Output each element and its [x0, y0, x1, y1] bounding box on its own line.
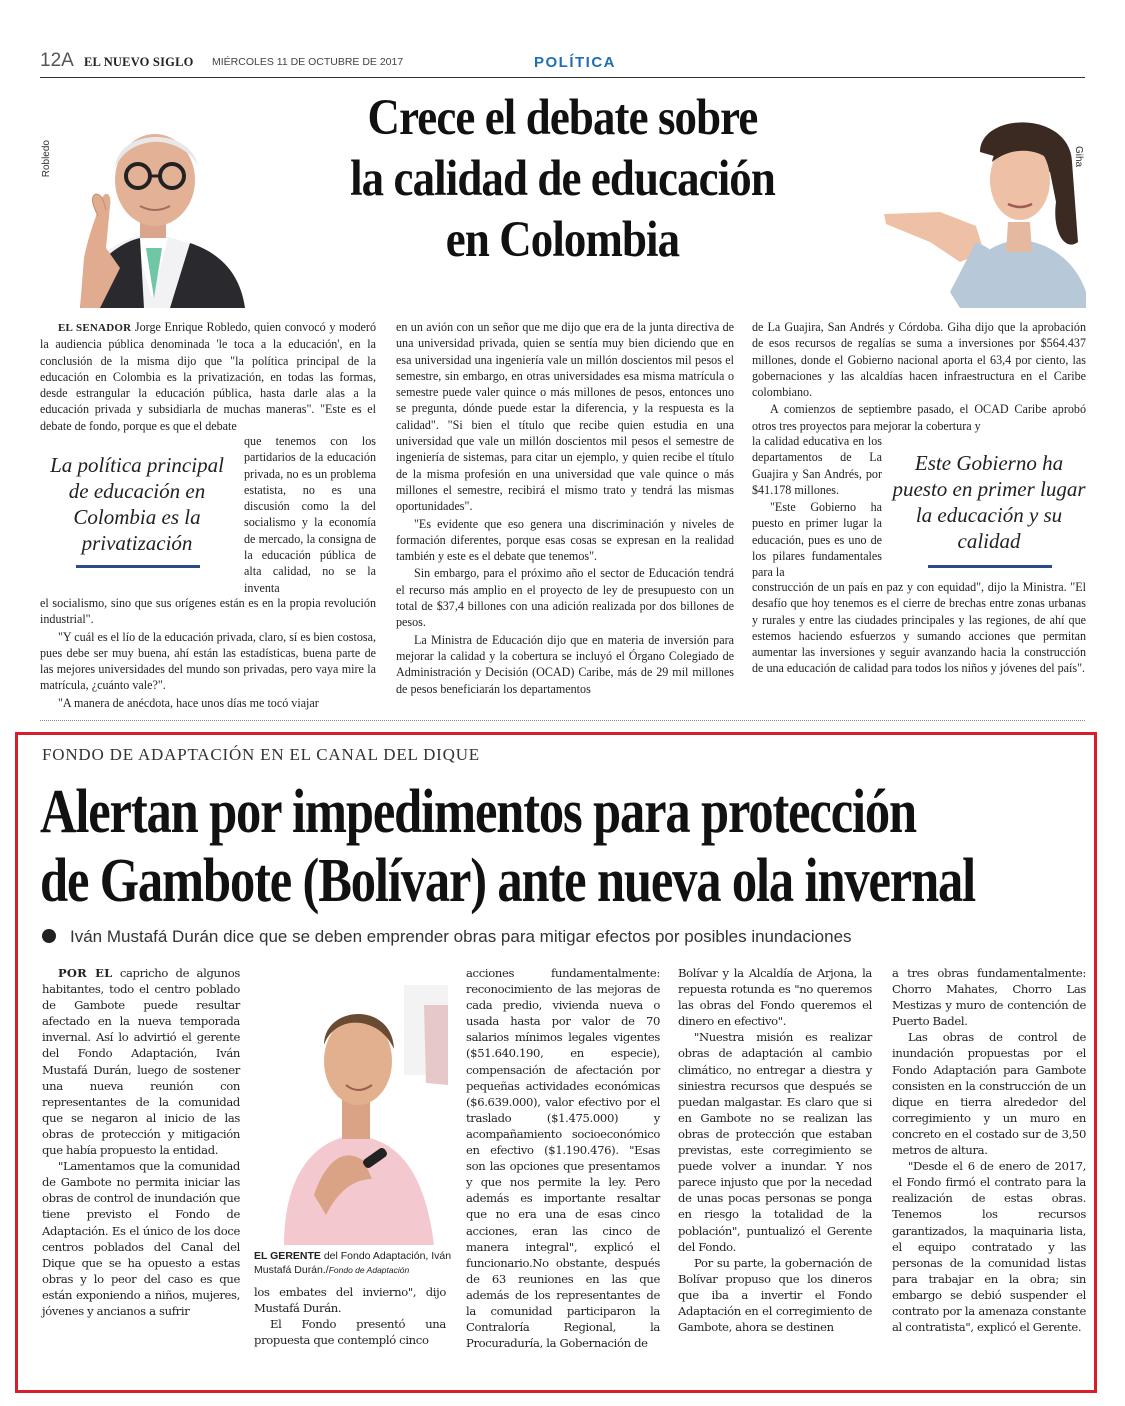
article2-headline-line-2: de Gambote (Bolívar) ante nueva ola invernal — [40, 847, 976, 915]
article1-col1-p1: Jorge Enrique Robledo, quien convocó y moderó la audiencia pública denominada 'le toca a la educación', en la conclusión de la misma dijo que "la política principal de la educación en Colombia es la privatización, en todas las formas, desde estrangular la educación pública, hasta darle alas a la educación privada y subsidiarla de muchas maneras". "Este es el debate de fondo, porque es que el debate — [40, 320, 376, 433]
article1-col2-p1: en un avión con un señor que me dijo que era de la junta directiva de una universidad privada, quien se sentía muy bien diciendo que en esa universidad una ingeniería vale un millón doscientos mil pesos el semestre, sin embargo, en otras universidades esa misma matrícula o semestre puede valer quince o más millones de pesos, entonces uno se pregunta, dónde puede estar la diferencia, y la respuesta es la calidad". "Si bien el título que recibe quien estudia en una universidad que vale un millón doscientos mil pesos el semestre de ingeniería de sistemas, para citar un ejemplo, y quien recibe el título de la misma profesión en una universidad que vale quince o más millones el semestre, recibirá el mismo trato y tendrá las mismas oportunidades". — [396, 320, 734, 514]
giha-photo — [880, 92, 1086, 308]
article1-column-2 — [396, 319, 734, 698]
pullquote-left-rule — [76, 565, 200, 568]
caption-credit: Fondo de Adaptación — [328, 1265, 410, 1275]
article2-kicker: FONDO DE ADAPTACIÓN EN EL CANAL DEL DIQUE — [42, 745, 480, 764]
pullquote-right: Este Gobierno ha puesto en primer lugar la educación y su calidad — [892, 451, 1086, 553]
article2-col5-p1: a tres obras fundamentalmente: Chorro Mahates, Chorro Las Mestizas y muro de contención de Puerto Badel. — [892, 966, 1086, 1029]
caption-lead: EL GERENTE — [254, 1250, 321, 1262]
section-label: POLÍTICA — [534, 54, 616, 71]
photo-credit-giha: Giha — [1073, 146, 1084, 168]
article1-col2-p2: "Es evidente que eso genera una discriminación y niveles de formación diferentes, porque esas cosas se expresan en la realidad también y este es el debate que tenemos". — [396, 516, 734, 564]
bullet-icon — [42, 929, 56, 943]
issue-date: MIÉRCOLES 11 DE OCTUBRE DE 2017 — [212, 56, 404, 68]
article1-headline — [305, 88, 820, 271]
article1-column-1-wrap — [244, 433, 376, 597]
article1-headline-line-3: en Colombia — [445, 212, 680, 268]
article1-col1-p2: "Y cuál es el lío de la educación privada, claro, sí es bien costosa, pues debe ser muy buena, ahí están las estadísticas, buena parte de las mejores universidades del mundo son privadas, pero vaya mire la matrícula, ¿cuánto vale?". — [40, 629, 376, 693]
article1-col3-wrap-text: la calidad educativa en los departamentos de La Guajira y San Andrés, por $41.178 millones. — [752, 434, 882, 497]
article-separator — [40, 720, 1085, 721]
article1-col1-wrap-text: que tenemos con los partidarios de la educación privada, no es un problema estatista, no es una discusión como la del socialismo y la economía de mercado, la consigna de la educación pública de alta calidad, no se la inventa — [244, 434, 376, 595]
article2-deck-text: Iván Mustafá Durán dice que se deben emprender obras para mitigar efectos por posibles inundaciones — [70, 927, 852, 946]
article1-lead: EL SENADOR — [58, 322, 132, 334]
photo-credit-robledo: Robledo — [41, 140, 52, 178]
article2-col5-p3: "Desde el 6 de enero de 2017, el Fondo firmó el contrato para la realización de estas obras. Tenemos los recursos garantizados, la maquinaria lista, el equipo contratado y las personas de la comunidad listas para trabajar en la obra; sin embargo se debió suspender el contrato por la amenaza constante al contratista", explicó el Gerente. — [892, 1159, 1086, 1335]
article1-headline-line-1: Crece el debate sobre — [367, 90, 758, 146]
article2-col5-p2: Las obras de control de inundación propuestas por el Fondo Adaptación para Gambote consisten en la construcción de un dique en tierra alrededor del corregimiento y un muro en concreto en el costado sur de 3,50 metros de altura. — [892, 1030, 1086, 1158]
article2-col1-p1: capricho de algunos habitantes, todo el centro poblado de Gambote puede resultar afectado en la nueva temporada invernal. Así lo advirtió el gerente del Fondo Adaptación, Iván Mustafá Durán, luego de sostener una nueva reunión con representantes de la comunidad que se negaron al inicio de las obras de protección y mitigación que había propuesto la entidad. — [42, 966, 240, 1158]
article2-column-1 — [42, 965, 240, 1319]
newspaper-name: EL NUEVO SIGLO — [84, 55, 194, 69]
article2-col4-p1: Bolívar y la Alcaldía de Arjona, la repuesta rotunda es "no queremos las obras del Fondo queremos el dinero en efectivo". — [678, 966, 872, 1029]
page-number: 12A — [40, 50, 74, 71]
article2-deck — [42, 927, 852, 947]
article2-column-3 — [466, 965, 660, 1351]
article2-lead: POR EL — [58, 966, 113, 980]
article2-col4-p2: "Nuestra misión es realizar obras de adaptación al cambio climático, no entregar a diestra y siniestra recursos que después se puedan malgastar. Es claro que si en Gambote no se realizan las obras de protección que estaban previstas, este corregimiento se puede volver a inundar. Y nos parece injusto que por la necedad de unas pocas personas se ponga en riesgo la totalidad de la población", puntualizó el Gerente del Fondo. — [678, 1030, 872, 1254]
article1-col3-p2: A comienzos de septiembre pasado, el OCAD Caribe aprobó otros tres proyectos para mejorar la cobertura y — [752, 402, 1086, 433]
article1-col3-p1: de La Guajira, San Andrés y Córdoba. Giha dijo que la aprobación de esos recursos de regalías se suma a inversiones por $564.437 millones, donde el Gobierno nacional aporta el 63,4 por ciento, las gobernaciones y las alcaldías hacen infraestructura en el Caribe colombiano. — [752, 320, 1086, 400]
article1-col3-p3-end: construcción de un país en paz y con equidad", dijo la Ministra. "El desafío que hoy tenemos es el cierre de brechas entre zonas urbanas y rurales y entre las ciudades principales y las regiones, de ahí que estemos haciendo esfuerzos y sumando acciones que permitan aumentar las inversiones y seguir avanzando hacia la construcción de una educación de calidad para todos los niños y jóvenes del país". — [752, 580, 1086, 676]
article1-column-3-wrap — [752, 433, 882, 582]
article2-column-4 — [678, 965, 872, 1335]
robledo-photo — [40, 98, 258, 308]
article2-column-5 — [892, 965, 1086, 1335]
article1-column-3-top — [752, 319, 1086, 435]
article1-col1-p1-end: el socialismo, sino que sus orígenes están es en la propia revolución industrial". — [40, 596, 376, 627]
article1-col2-p3: Sin embargo, para el próximo año el sector de Educación tendrá el recurso más amplio en el proyecto de ley de presupuesto con un total de $37,4 billones con una adición realizada por dos billones de pesos. — [396, 566, 734, 630]
gerente-photo — [254, 965, 448, 1245]
article2-col1-p2: "Lamentamos que la comunidad de Gambote no permita iniciar las obras de control de inundación que tiene previsto el Fondo de Adaptación. Es el único de los doce centros poblados del Canal del Dique que se ha opuesto a estas obras y lo peor del caso es que están exponiendo a niños, mujeres, jóvenes y ancianos a sufrir — [42, 1159, 240, 1318]
article2-col2-p2: El Fondo presentó una propuesta que contempló cinco — [254, 1317, 446, 1348]
pullquote-right-rule — [928, 565, 1052, 568]
article2-headline — [40, 778, 1100, 916]
masthead — [40, 50, 1085, 78]
article2-col4-p3: Por su parte, la gobernación de Bolívar propuso que los dineros que iba a invertir el Fondo Adaptación en el corregimiento de Gambote, ahora se destinen — [678, 1255, 872, 1335]
caption-text: del Fondo Adaptación, Iván Mustafá Durán./ — [254, 1250, 452, 1276]
article1-col2-p4: La Ministra de Educación dijo que en materia de inversión para mejorar la calidad y la cobertura se incluyó el Órgano Colegiado de Administración y Decisión (OCAD) Caribe, más de 29 mil millones de pesos beneficiarán los departamentos — [396, 632, 734, 696]
article2-headline-line-1: Alertan por impedimentos para protección — [40, 778, 916, 846]
article1-headline-line-2: la calidad de educación — [350, 151, 775, 207]
article2-column-2 — [254, 1284, 446, 1348]
article1-column-1-top — [40, 319, 376, 435]
article2-col2-p1: los embates del invierno", dijo Mustafá Durán. — [254, 1285, 446, 1316]
article1-col1-p3: "A manera de anécdota, hace unos días me tocó viajar — [58, 695, 319, 710]
pullquote-left: La política principal de educación en Colombia es la privatización — [50, 453, 224, 555]
article1-column-1-bottom — [40, 595, 376, 712]
article1-col3-wrap2-text: "Este Gobierno ha puesto en primer lugar la educación, pues es uno de los pilares fundamentales para la — [752, 500, 882, 580]
photo-caption — [254, 1249, 454, 1277]
article2-col3-p1: acciones fundamentalmente: reconocimiento de las mejoras de cada predio, vivienda nueva o usada hasta por valor de 70 salarios mínimos legales vigentes ($51.640.190, en especie), compensación de afectación por pequeñas actividades económicas ($6.639.000), valor efectivo por el traslado ($1.475.000) y acompañamiento socioeconómico en efectivo ($1.190.476). "Esas son las opciones que presentamos y que nos permite la ley. Pero además es importante resaltar que no era una de esas cinco acciones, eran las cinco de manera integral", explicó el funcionario.No obstante, después de 63 reuniones en las que además de los representantes de la comunidad participaron la Contraloría Regional, la Procuraduría, la Gobernación de — [466, 966, 660, 1351]
article1-column-3-bottom — [752, 579, 1086, 678]
